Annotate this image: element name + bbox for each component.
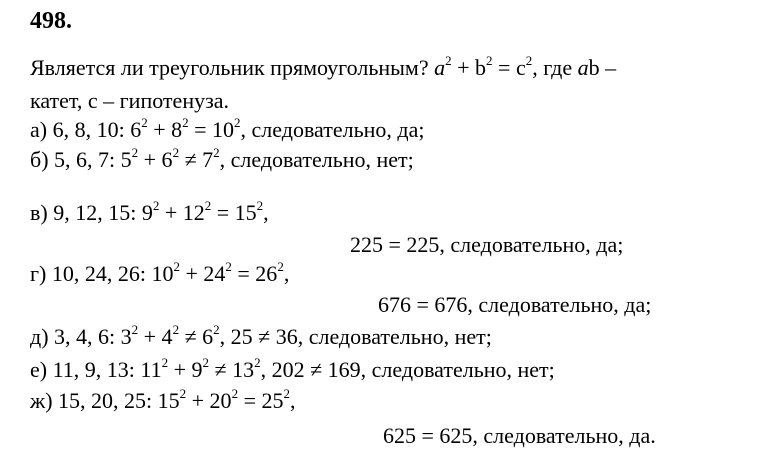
exp: 2 [204, 198, 212, 213]
item-a [30, 117, 425, 143]
item-b [30, 147, 414, 173]
item-e [30, 357, 555, 383]
exp: 2 [486, 53, 493, 68]
item-part: = 15 [211, 200, 257, 225]
exp: 2 [231, 386, 239, 401]
item-zh-result: 625 = 625, следовательно, да. [383, 423, 656, 448]
exp: 2 [283, 386, 290, 401]
item-part: + 24 [179, 261, 226, 286]
exp: 2 [172, 322, 180, 337]
item-tail: , 25 ≠ 36, следовательно, нет; [219, 324, 492, 349]
item-tail: , следовательно, нет; [219, 147, 414, 172]
exp: 2 [445, 53, 452, 68]
exp: 2 [525, 53, 533, 68]
exp: 2 [179, 386, 187, 401]
exp: 2 [173, 259, 180, 274]
exp: 2 [213, 322, 220, 337]
exp: 2 [202, 355, 209, 370]
item-label: е) 11, 9, 13: 11 [30, 357, 162, 382]
exp: 2 [234, 115, 241, 130]
exp: 2 [161, 355, 169, 370]
question-eq: = c [492, 55, 526, 80]
item-label: ж) 15, 20, 25: 15 [30, 388, 180, 413]
item-part: ≠ 6 [179, 324, 214, 349]
item-part: + 6 [138, 147, 173, 172]
item-part: + 12 [159, 200, 205, 225]
item-part: ≠ 7 [179, 147, 214, 172]
item-label: в) 9, 12, 15: 9 [30, 200, 153, 225]
var-a-2: a [577, 55, 589, 80]
exp: 2 [213, 145, 220, 160]
item-v-result: 225 = 225, следовательно, да; [350, 232, 624, 257]
item-part: = 25 [238, 388, 284, 413]
exp: 2 [172, 145, 180, 160]
exp: 2 [256, 198, 264, 213]
exp: 2 [277, 259, 284, 274]
item-part: + 4 [138, 324, 173, 349]
item-d [30, 324, 492, 350]
question-plus: + b [451, 55, 487, 80]
item-part: = 10 [188, 117, 235, 142]
item-tail: , 202 ≠ 169, следовательно, нет; [260, 357, 555, 382]
exp: 2 [225, 259, 232, 274]
exp: 2 [141, 115, 148, 130]
question-where: , где [532, 55, 578, 80]
item-label: г) 10, 24, 26: 10 [30, 261, 174, 286]
exp: 2 [131, 145, 139, 160]
exp: 2 [152, 198, 160, 213]
question-prefix: Является ли треугольник прямоугольным? [30, 55, 435, 80]
item-tail: , [289, 388, 296, 413]
item-tail: , [263, 200, 269, 225]
item-part: + 9 [168, 357, 203, 382]
item-zh [30, 388, 295, 414]
item-label: д) 3, 4, 6: 3 [30, 324, 132, 349]
item-label: а) 6, 8, 10: 6 [30, 117, 142, 142]
item-part: ≠ 13 [209, 357, 255, 382]
item-g [30, 261, 289, 287]
question-line-2: катет, с – гипотенуза. [30, 88, 230, 113]
exp: 2 [182, 115, 189, 130]
question-line-1 [30, 55, 616, 81]
item-part: + 20 [186, 388, 232, 413]
item-tail: , следовательно, да; [240, 117, 425, 142]
item-part: + 8 [147, 117, 183, 142]
problem-number: 498. [30, 8, 72, 34]
question-rest: b – [588, 55, 617, 80]
item-v [30, 200, 269, 226]
item-part: = 26 [231, 261, 278, 286]
var-a: a [434, 55, 446, 80]
item-tail: , [283, 261, 290, 286]
exp: 2 [131, 322, 139, 337]
item-label: б) 5, 6, 7: 5 [30, 147, 132, 172]
exp: 2 [254, 355, 261, 370]
item-g-result: 676 = 676, следовательно, да; [378, 292, 652, 317]
